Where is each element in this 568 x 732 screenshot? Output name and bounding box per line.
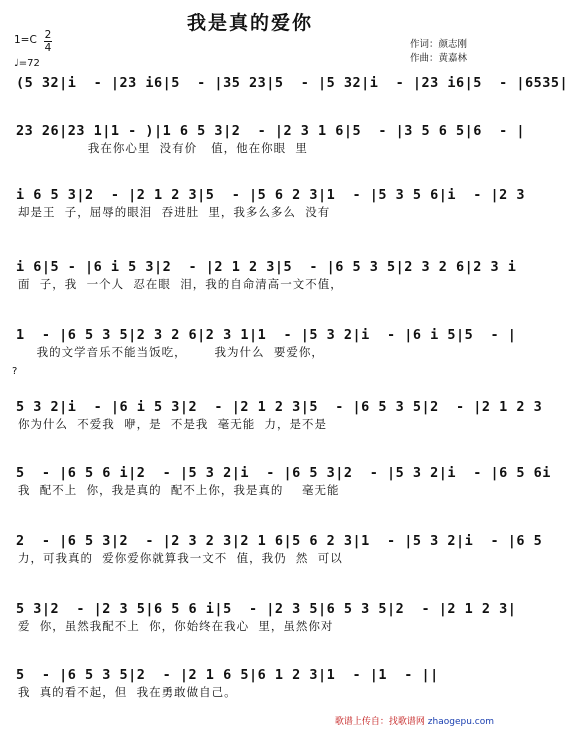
source-footer	[335, 714, 494, 727]
score-line-7	[16, 464, 551, 498]
lyrics-row: 力，可我真的 爱你爱你就算我一文不 值，我仍 然 可以	[18, 551, 343, 565]
notes-row: (5 32|i - |23 i6|5 - |35 23|5 - |5 32|i - |23 i6|5 - |6535|	[16, 75, 568, 91]
lyricist-credit: 作词：颜志刚	[410, 39, 468, 50]
lyrics-row: 你为什么 不爱我 咿，是 不是我 毫无能 力，是不是	[18, 417, 328, 431]
lyrics-row: 我 真的看不起，但 我在勇敢做自己。	[18, 685, 237, 699]
footer-text: 歌谱上传自：找歌谱网	[334, 717, 425, 727]
score-line-9	[16, 600, 517, 634]
time-signature-bottom: 4	[44, 42, 52, 54]
score-line-1	[16, 74, 568, 108]
lyrics-row: 爱 你，虽然我配不上 你，你始终在我心 里，虽然你对	[18, 619, 334, 633]
notes-row: 5 3 2|i - |6 i 5 3|2 - |2 1 2 3|5 - |6 5 3 5|2 - |2 1 2 3	[16, 399, 543, 415]
credits	[410, 38, 467, 66]
score-line-4	[16, 258, 517, 292]
notes-row: 2 - |6 5 3|2 - |2 3 2 3|2 1 6|5 6 2 3|1 - |5 3 2|i - |6 5	[16, 533, 543, 549]
notes-row: 5 - |6 5 3 5|2 - |2 1 6 5|6 1 2 3|1 - |1 - ||	[16, 667, 439, 683]
notes-row: i 6|5 - |6 i 5 3|2 - |2 1 2 3|5 - |6 5 3 5|2 3 2 6|2 3 i	[16, 259, 517, 275]
score-line-10	[16, 666, 490, 700]
lyrics-row	[16, 92, 490, 108]
song-title: 我是真的爱你	[186, 12, 313, 34]
score-line-8	[16, 532, 543, 566]
notes-row: 23 26|23 1|1 - )|1 6 5 3|2 - |2 3 1 6|5 - |3 5 6 5|6 - |	[16, 123, 526, 139]
time-signature-top: 2	[44, 29, 52, 41]
notes-row: 1 - |6 5 3 5|2 3 2 6|2 3 1|1 - |5 3 2|i - |6 i 5|5 - |	[16, 327, 517, 343]
tempo-mark: ♩=72	[14, 58, 40, 69]
key-signature: 1=C	[14, 34, 37, 46]
lyrics-row: 却是王 子，屈辱的眼泪 吞进肚 里，我多么多么 没有	[18, 205, 331, 219]
score-line-2	[16, 122, 526, 156]
annotation-mark: ?	[12, 366, 18, 377]
composer-credit: 作曲：黄嘉林	[410, 53, 468, 64]
lyrics-row: 我的文学音乐不能当饭吃， 我为什么 要爱你，	[18, 345, 324, 359]
lyrics-row: 我 配不上 你，我是真的 配不上你，我是真的 毫无能	[18, 483, 340, 497]
notes-row: i 6 5 3|2 - |2 1 2 3|5 - |5 6 2 3|1 - |5 3 5 6|i - |2 3	[16, 187, 526, 203]
footer-url: zhaogepu.com	[427, 717, 494, 727]
time-signature	[44, 30, 52, 53]
score-line-6	[16, 398, 543, 432]
lyrics-row: 我在你心里 没有价 值，他在你眼 里	[18, 141, 308, 155]
lyrics-row: 面 子，我 一个人 忍在眼 泪，我的自命清高一文不值，	[18, 277, 343, 291]
score-line-3	[16, 186, 526, 220]
score-line-5	[16, 326, 517, 360]
notes-row: 5 3|2 - |2 3 5|6 5 6 i|5 - |2 3 5|6 5 3 5|2 - |2 1 2 3|	[16, 601, 517, 617]
notes-row: 5 - |6 5 6 i|2 - |5 3 2|i - |6 5 3|2 - |5 3 2|i - |6 5 6i	[16, 465, 551, 481]
